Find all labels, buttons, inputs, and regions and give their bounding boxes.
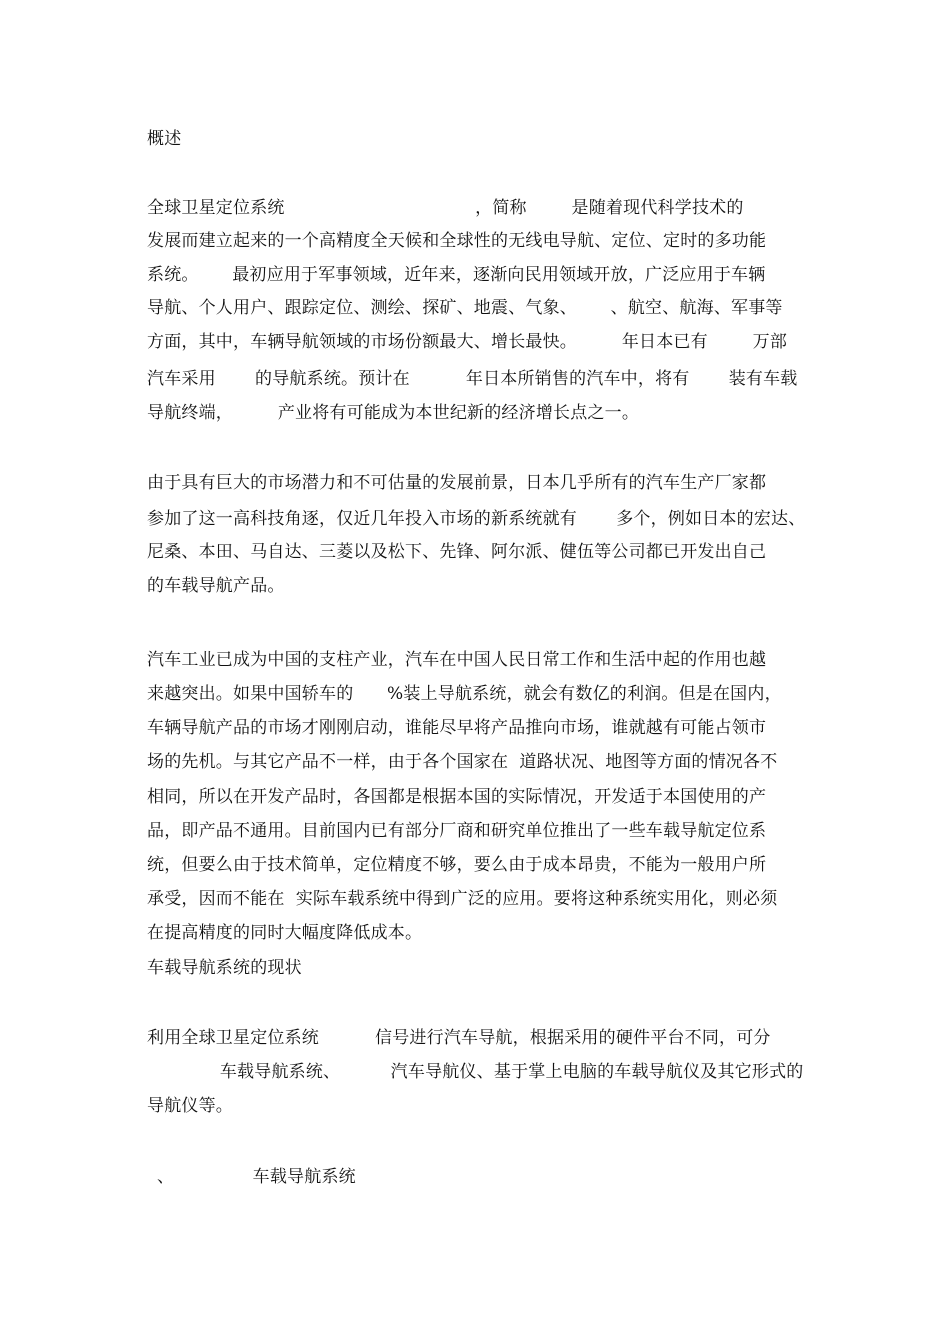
paragraph-line: 车辆导航产品的市场才刚刚启动，谁能尽早将产品推向市场，谁就越有可能占领市 [147, 718, 767, 738]
paragraph-line: 品，即产品不通用。目前国内已有部分厂商和研究单位推出了一些车载导航定位系 [147, 821, 767, 841]
paragraph-line: 车载导航系统、 汽车导航仪、基于掌上电脑的车载导航仪及其它形式的 [147, 1062, 804, 1082]
paragraph-line: 的车载导航产品。 [147, 576, 285, 596]
paragraph-line: 在提高精度的同时大幅度降低成本。 [147, 923, 423, 943]
paragraph-line: 汽车工业已成为中国的支柱产业，汽车在中国人民日常工作和生活中起的作用也越 [147, 650, 767, 670]
paragraph-line: 导航终端， 产业将有可能成为本世纪新的经济增长点之一。 [147, 403, 640, 423]
heading-overview: 概述 [147, 129, 182, 149]
paragraph-line: 导航、个人用户、跟踪定位、测绘、探矿、地震、气象、 、航空、航海、军事等 [147, 298, 783, 318]
paragraph-line: 场的先机。与其它产品不一样，由于各个国家在 道路状况、地图等方面的情况各不 [147, 752, 778, 772]
paragraph-line: 系统。 最初应用于军事领域，近年来，逐渐向民用领域开放，广泛应用于车辆 [147, 265, 766, 285]
paragraph-line: 方面，其中，车辆导航领域的市场份额最大、增长最快。 年日本已有 万部 [147, 332, 788, 352]
paragraph-line: 发展而建立起来的一个高精度全天候和全球性的无线电导航、定位、定时的多功能 [147, 231, 767, 251]
paragraph-line: 尼桑、本田、马自达、三菱以及松下、先锋、阿尔派、健伍等公司都已开发出自己 [147, 542, 767, 562]
heading-section-1: 、 车载导航系统 [157, 1167, 356, 1187]
paragraph-line: 承受，因而不能在 实际车载系统中得到广泛的应用。要将这种系统实用化，则必须 [147, 889, 778, 909]
heading-status: 车载导航系统的现状 [147, 958, 302, 978]
paragraph-line: 参加了这一高科技角逐，仅近几年投入市场的新系统就有 多个，例如日本的宏达、 [147, 509, 806, 529]
paragraph-line: 汽车采用 的导航系统。预计在 年日本所销售的汽车中，将有 装有车载 [147, 369, 798, 389]
paragraph-line: 导航仪等。 [147, 1096, 233, 1116]
paragraph-line: 统，但要么由于技术简单，定位精度不够，要么由于成本昂贵，不能为一般用户所 [147, 855, 767, 875]
paragraph-line: 来越突出。如果中国轿车的 %装上导航系统，就会有数亿的利润。但是在国内， [147, 684, 782, 704]
paragraph-line: 由于具有巨大的市场潜力和不可估量的发展前景，日本几乎所有的汽车生产厂家都 [147, 473, 767, 493]
paragraph-line: 相同，所以在开发产品时，各国都是根据本国的实际情况，开发适于本国使用的产 [147, 787, 767, 807]
paragraph-line: 利用全球卫星定位系统 信号进行汽车导航，根据采用的硬件平台不同，可分 [147, 1028, 771, 1048]
paragraph-line: 全球卫星定位系统 ，简称 是随着现代科学技术的 [147, 198, 744, 218]
